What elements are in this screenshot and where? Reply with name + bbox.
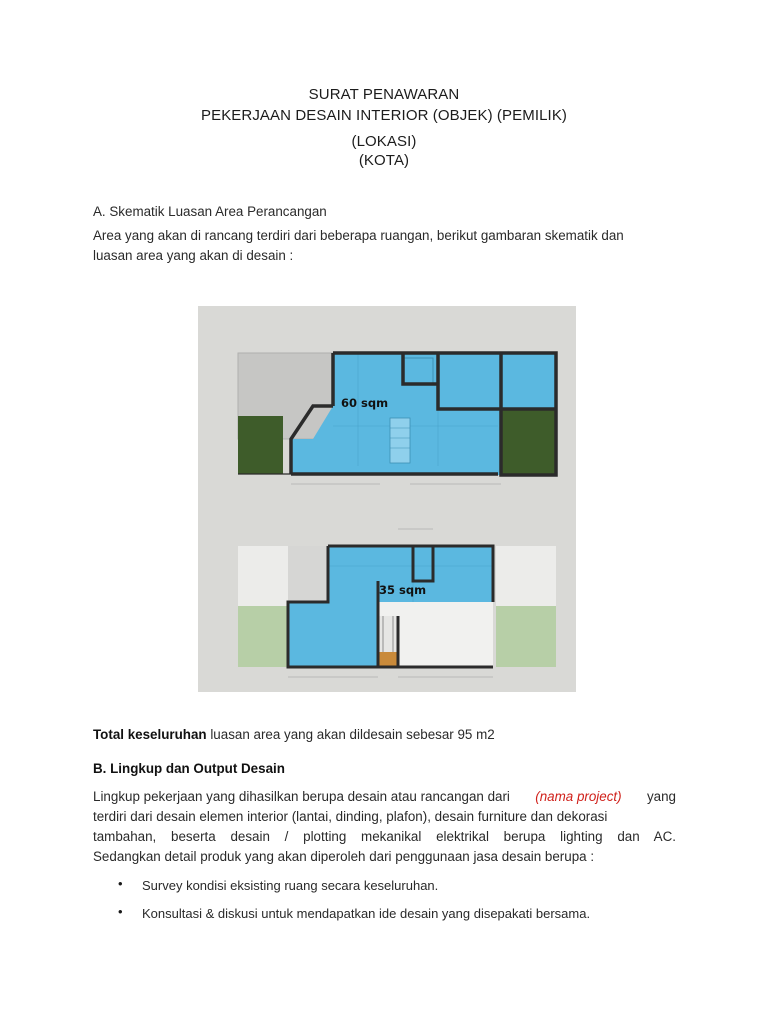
stair-landing [378,652,398,667]
total-label: Total keseluruhan [93,727,207,742]
total-text: luasan area yang akan dildesain sebesar 95 m2 [206,727,495,742]
section-a-heading: A. Skematik Luasan Area Perancangan [93,204,327,219]
lower-floor-plan [238,529,556,677]
garden-left [238,416,283,474]
section-a-paragraph-line1: Area yang akan di rancang terdiri dari beberapa ruangan, berikut gambaran skematik dan [93,228,624,243]
location-placeholder: (LOKASI) [351,133,417,150]
upper-area-label: 60 sqm [341,396,389,410]
bullet-marker-2: • [118,904,123,919]
project-name-placeholder: (nama project) [535,789,622,804]
letter-title: SURAT PENAWARAN [308,86,460,103]
letter-subtitle: PEKERJAAN DESAIN INTERIOR (OBJEK) (PEMILIK) [200,107,568,124]
section-b-heading: B. Lingkup dan Output Desain [93,761,285,776]
list-item: Konsultasi & diskusi untuk mendapatkan ide desain yang disepakati bersama. [142,906,591,921]
garden-right [501,409,556,475]
list-item: Survey kondisi eksisting ruang secara keseluruhan. [142,878,439,893]
total-area-line [93,727,495,742]
section-b-paragraph-line3: tambahan, beserta desain / plotting mekanikal elektrikal berupa lighting dan AC. [93,829,676,844]
section-b-paragraph-line1: Lingkup pekerjaan yang dihasilkan berupa desain atau rancangan dari (nama project) yang [93,789,676,804]
section-b-paragraph-line2: terdiri dari desain elemen interior (lantai, dinding, plafon), desain furniture dan dekorasi [93,809,608,824]
city-placeholder: (KOTA) [358,152,410,169]
upper-floor-plan [238,353,556,484]
floor-plan-image [198,306,576,692]
bullet-marker-1: • [118,876,123,891]
section-a-paragraph-line2: luasan area yang akan di desain : [93,248,294,263]
section-b-paragraph-line4: Sedangkan detail produk yang akan diperoleh dari penggunaan jasa desain berupa : [93,849,595,864]
lower-area-label: 35 sqm [379,583,427,597]
